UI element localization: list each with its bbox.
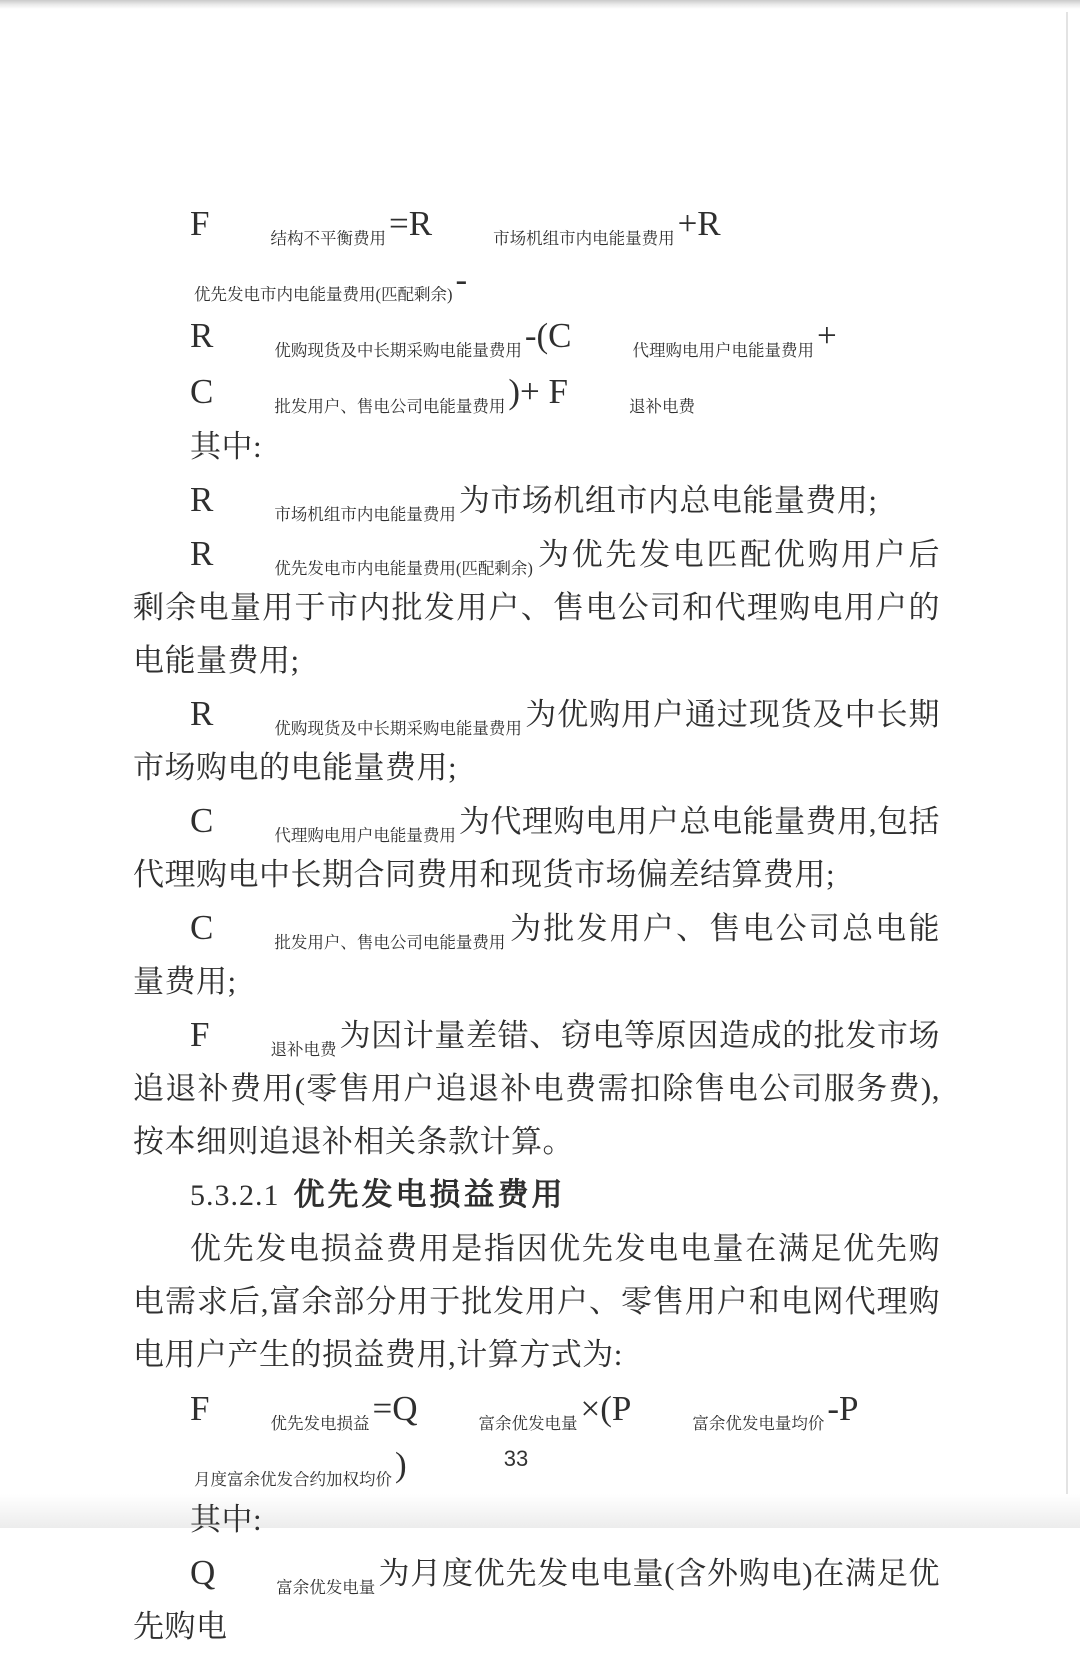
formula-variable: ×(P <box>580 1389 632 1428</box>
formula-subscript: 退补电费 <box>270 1040 337 1059</box>
term-definition-surplus-priority-gen <box>133 1546 940 1653</box>
formula-subscript: 富余优发电量 <box>478 1414 578 1433</box>
formula-subscript: 优先发电市内电能量费用(匹配剩余) <box>274 559 533 578</box>
formula-variable: +R <box>677 204 721 243</box>
page-number: 33 <box>503 1446 529 1471</box>
term-definition-priority-purchase-spot <box>133 687 940 794</box>
formula-variable: -P <box>827 1389 859 1428</box>
formula-subscript: 月度富余优发合约加权均价 <box>194 1470 392 1489</box>
formula-subscript: 优购现货及中长期采购电能量费用 <box>274 341 522 360</box>
term-definition-wholesale-retail <box>133 901 940 1008</box>
section-heading-number: 5.3.2.1 <box>190 1179 280 1212</box>
formula-priority-gen-profit-loss <box>133 1381 940 1493</box>
body-text: 为因计量差错、窃电等原因造成的批发市场追退补费用(零售用户追退补电费需扣除售电公司服务费),按本细则追退补相关条款计算。 <box>133 1018 940 1159</box>
formula-variable: + <box>817 316 837 355</box>
body-text: 为月度优先发电电量(含外购电)在满足优先购电 <box>133 1556 940 1644</box>
body-text: 为优先发电匹配优购用户后剩余电量用于市内批发用户、售电公司和代理购电用户的电能量费用; <box>133 537 940 678</box>
formula-variable: R <box>190 480 214 519</box>
formula-subscript: 优购现货及中长期采购电能量费用 <box>274 719 522 738</box>
formula-variable: C <box>190 372 214 411</box>
document-body <box>133 196 940 1653</box>
formula-subscript: 退补电费 <box>628 397 695 416</box>
formula-variable: ) <box>395 1445 407 1484</box>
formula-variable: F <box>190 1015 210 1054</box>
formula-variable: =Q <box>372 1389 418 1428</box>
formula-subscript: 结构不平衡费用 <box>270 229 386 248</box>
formula-structural-imbalance-line-2 <box>133 308 940 364</box>
formula-variable: C <box>190 908 214 947</box>
formula-variable: F <box>190 204 210 243</box>
formula-subscript: 优先发电损益 <box>270 1414 370 1433</box>
among-label-2: 其中: <box>190 1502 263 1537</box>
term-definition-agent-purchase-users <box>133 794 940 901</box>
body-text: 为代理购电用户总电能量费用,包括代理购电中长期合同费用和现货市场偏差结算费用; <box>133 804 940 892</box>
section-heading <box>133 1168 940 1222</box>
formula-subscript: 代理购电用户电能量费用 <box>632 341 815 360</box>
body-text: 为优购用户通过现货及中长期市场购电的电能量费用; <box>133 697 940 785</box>
body-text: 为批发用户、售电公司总电能量费用; <box>133 911 940 999</box>
term-definition-priority-gen-remaining <box>133 527 940 687</box>
formula-subscript: 富余优发电量 <box>276 1578 376 1597</box>
scan-right-edge-line <box>1066 12 1068 1528</box>
formula-variable: F <box>190 1389 210 1428</box>
formula-subscript: 批发用户、售电公司电能量费用 <box>274 933 506 952</box>
formula-variable: R <box>190 534 214 573</box>
paragraph-priority-gen-intro: 优先发电损益费用是指因优先发电电量在满足优先购电需求后,富余部分用于批发用户、零售用户和电网代理购电用户产生的损益费用,计算方式为: <box>133 1231 940 1372</box>
formula-variable: C <box>190 801 214 840</box>
formula-variable: -(C <box>524 316 572 355</box>
formula-subscript: 代理购电用户电能量费用 <box>274 826 456 845</box>
formula-variable: Q <box>190 1553 216 1592</box>
body-text: 为市场机组市内总电能量费用; <box>458 483 878 518</box>
formula-variable: )+ F <box>508 372 568 411</box>
section-heading-title: 优先发电损益费用 <box>293 1177 566 1212</box>
formula-structural-imbalance-line-1 <box>133 196 940 308</box>
term-definition-refund-fee <box>133 1008 940 1168</box>
term-definition-market-units <box>133 473 940 527</box>
formula-subscript: 富余优发电量均价 <box>692 1414 825 1433</box>
formula-variable: - <box>455 260 468 299</box>
among-label: 其中: <box>190 429 263 464</box>
formula-variable: =R <box>388 204 433 243</box>
formula-variable: R <box>190 694 214 733</box>
formula-structural-imbalance-line-3 <box>133 364 940 420</box>
formula-subscript: 市场机组市内电能量费用 <box>493 229 675 248</box>
formula-subscript: 优先发电市内电能量费用(匹配剩余) <box>194 285 453 304</box>
formula-subscript: 批发用户、售电公司电能量费用 <box>274 397 506 416</box>
formula-subscript: 市场机组市内电能量费用 <box>274 505 456 524</box>
formula-variable: R <box>190 316 214 355</box>
scan-top-edge <box>0 0 1080 9</box>
